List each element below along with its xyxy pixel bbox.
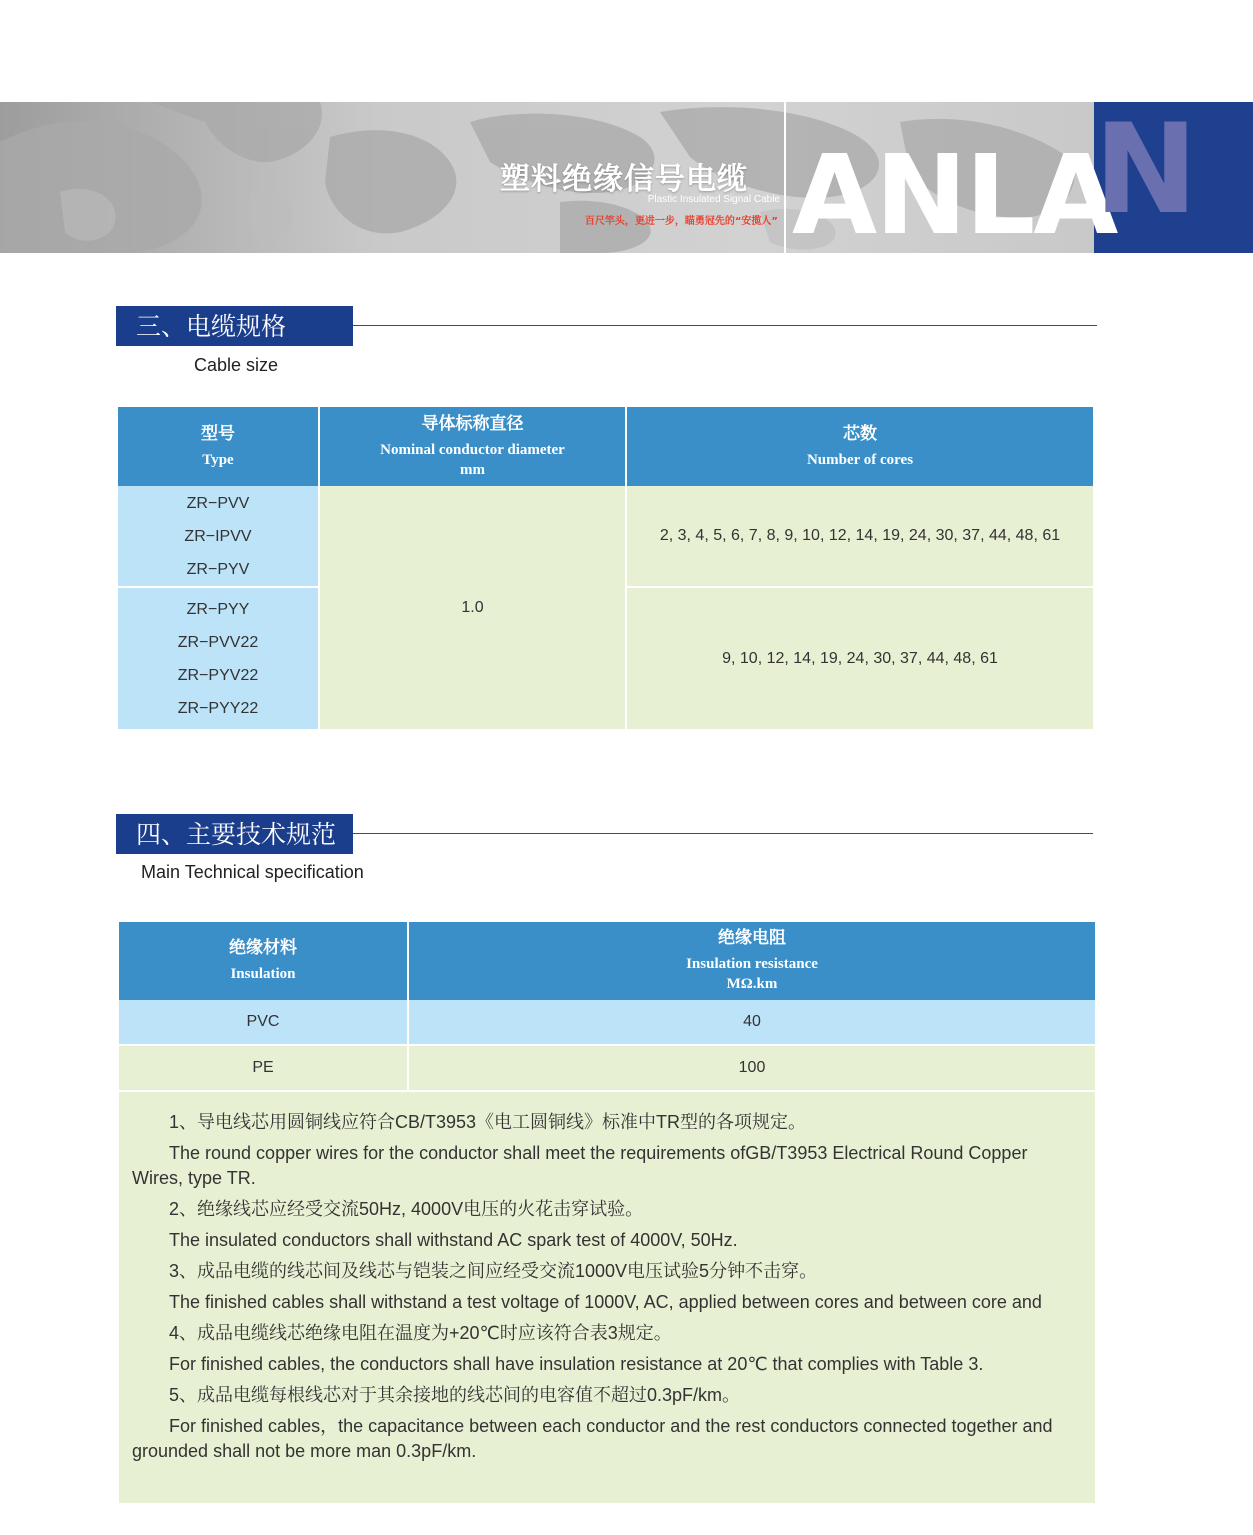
section-heading-technical-spec: 四、主要技术规范 [116,814,353,854]
technical-notes [119,1092,1095,1503]
header-diameter: 导体标称直径 Nominal conductor diameter mm [319,407,626,486]
resistance-cell: 100 [408,1045,1095,1090]
section-rule [353,325,1097,326]
cores-group-1: 2, 3, 4, 5, 6, 7, 8, 9, 10, 12, 14, 19, 24, 30, 37, 44, 48, 61 [626,486,1093,587]
material-cell: PVC [119,1000,408,1045]
note-4-en: For finished cables, the conductors shall have insulation resistance at 20℃ that complies with Table 3. [169,1354,984,1374]
header-resistance: 绝缘电阻 Insulation resistance MΩ.km [408,922,1095,1000]
section-rule [353,833,1093,834]
header-cores: 芯数 Number of cores [626,407,1093,486]
note-1-en: The round copper wires for the conductor shall meet the requirements ofGB/T3953 Electrical Round Copper Wires, type TR. [132,1143,1028,1188]
note-2-en: The insulated conductors shall withstand AC spark test of 4000V, 50Hz. [169,1230,738,1250]
note-5-en: For finished cables，the capacitance between each conductor and the rest conductors connected together and grounded shall not be more man 0.3pF/km. [132,1416,1053,1461]
note-5-cn: 5、成品电缆每根线芯对于其余接地的线芯间的电容值不超过0.3pF/km。 [169,1385,741,1405]
type-group-1: ZR−PVV ZR−IPVV ZR−PYV [118,486,319,587]
note-1-cn: 1、导电线芯用圆铜线应符合CB/T3953《电工圆铜线》标准中TR型的各项规定。 [169,1112,807,1132]
material-cell: PE [119,1045,408,1090]
header-type: 型号 Type [118,407,319,486]
header-insulation: 绝缘材料 Insulation [119,922,408,1000]
table-row [119,1045,1095,1090]
table-header-row [119,922,1095,1000]
banner-divider [784,102,786,253]
table-row [119,1000,1095,1045]
banner-title-cn: 塑料绝缘信号电缆 [500,162,748,197]
cable-size-table [118,407,1093,729]
table-row [118,486,1093,587]
cores-group-2: 9, 10, 12, 14, 19, 24, 30, 37, 44, 48, 61 [626,587,1093,729]
section-subtitle-cable-size: Cable size [194,355,279,375]
diameter-cell: 1.0 [319,486,626,729]
type-group-2: ZR−PYY ZR−PVV22 ZR−PYV22 ZR−PYY22 [118,587,319,729]
header-banner [0,102,1253,253]
banner-title-en: Plastic Insulated Signal Cable [647,194,780,205]
section-heading-cable-size: 三、电缆规格 [116,306,353,346]
table-header-row [118,407,1093,486]
resistance-cell: 40 [408,1000,1095,1045]
note-4-cn: 4、成品电缆线芯绝缘电阻在温度为+20℃时应该符合表3规定。 [169,1323,672,1343]
note-3-cn: 3、成品电缆的线芯间及线芯与铠装之间应经受交流1000V电压试验5分钟不击穿。 [169,1261,818,1281]
brand-logo-last-letter: N [1094,102,1198,242]
banner-slogan: 百尺竿头，更进一步，瞄勇冠先的“安揽人” [584,216,778,227]
note-2-cn: 2、绝缘线芯应经受交流50Hz, 4000V电压的火花击穿试验。 [169,1199,644,1219]
insulation-resistance-table [119,922,1095,1090]
section-subtitle-technical-spec: Main Technical specification [141,862,364,882]
brand-logo-text: ANLA [792,131,1117,253]
note-3-en: The finished cables shall withstand a test voltage of 1000V, AC, applied between cores and between core and [169,1292,1042,1312]
